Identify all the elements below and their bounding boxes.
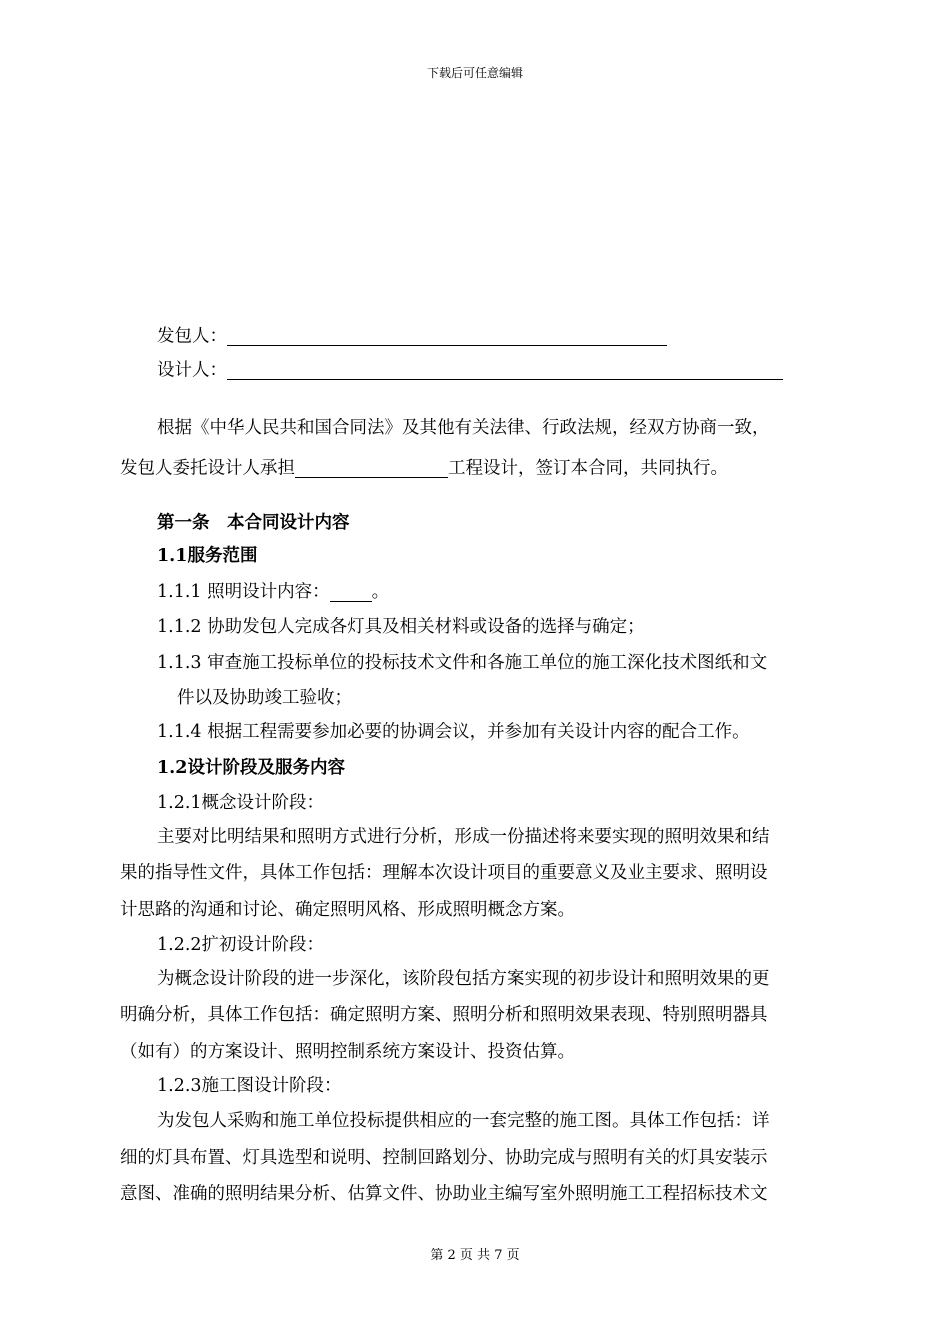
lighting-content-blank bbox=[330, 585, 372, 602]
item-1-1-2: 1.1.2 协助发包人完成各灯具及相关材料或设备的选择与确定； bbox=[157, 617, 645, 637]
item-1-1-3-line-1: 1.1.3 审查施工投标单位的投标技术文件和各施工单位的施工深化技术图纸和文 bbox=[157, 653, 768, 673]
para-1-2-3-line-3: 意图、准确的照明结果分析、估算文件、协助业主编写室外照明施工工程招标技术文 bbox=[120, 1184, 768, 1204]
item-1-1-1 bbox=[157, 584, 389, 602]
page-header: 下载后可任意编辑 bbox=[426, 66, 523, 80]
para-1-2-1-line-3: 计思路的沟通和讨论、确定照明风格、形成照明概念方案。 bbox=[120, 900, 575, 920]
designer-blank bbox=[227, 361, 783, 380]
intro-text-b: 工程设计，签订本合同，共同执行。 bbox=[448, 458, 728, 479]
client-blank bbox=[227, 327, 667, 346]
page-footer: 第 2 页 共 7 页 bbox=[430, 1248, 520, 1263]
item-1-1-1-text: 1.1.1 照明设计内容： bbox=[157, 582, 330, 602]
client-line bbox=[157, 327, 667, 346]
article-1-title: 第一条 本合同设计内容 bbox=[157, 513, 350, 533]
para-1-2-1-line-2: 果的指导性文件，具体工作包括：理解本次设计项目的重要意义及业主要求、照明设 bbox=[120, 863, 768, 883]
designer-label: 设计人： bbox=[157, 360, 227, 381]
para-1-2-2-line-1: 为概念设计阶段的进一步深化，该阶段包括方案实现的初步设计和照明效果的更 bbox=[157, 969, 770, 989]
para-1-2-2-line-3: （如有）的方案设计、照明控制系统方案设计、投资估算。 bbox=[120, 1042, 575, 1062]
item-1-1-4: 1.1.4 根据工程需要参加必要的协调会议，并参加有关设计内容的配合工作。 bbox=[157, 722, 750, 742]
para-1-2-3-line-2: 细的灯具布置、灯具选型和说明、控制回路划分、协助完成与照明有关的灯具安装示 bbox=[120, 1148, 768, 1168]
item-1-2-1: 1.2.1概念设计阶段： bbox=[157, 793, 325, 813]
item-1-2-3: 1.2.3施工图设计阶段： bbox=[157, 1076, 342, 1096]
item-1-2-2: 1.2.2扩初设计阶段： bbox=[157, 935, 325, 955]
intro-line-2 bbox=[120, 459, 728, 478]
item-1-1-3-line-2: 件以及协助竣工验收； bbox=[177, 688, 352, 708]
para-1-2-3-line-1: 为发包人采购和施工单位投标提供相应的一套完整的施工图。具体工作包括：详 bbox=[157, 1111, 770, 1131]
intro-text-a: 发包人委托设计人承担 bbox=[120, 458, 295, 479]
section-1-1-title: 1.1服务范围 bbox=[157, 546, 258, 566]
para-1-2-2-line-2: 明确分析，具体工作包括：确定照明方案、照明分析和照明效果表现、特别照明器具 bbox=[120, 1005, 768, 1025]
project-name-blank bbox=[295, 459, 448, 478]
designer-line bbox=[157, 361, 783, 380]
para-1-2-1-line-1: 主要对比明结果和照明方式进行分析，形成一份描述将来要实现的照明效果和结 bbox=[157, 827, 770, 847]
section-1-2-title: 1.2设计阶段及服务内容 bbox=[157, 758, 345, 778]
intro-line-1: 根据《中华人民共和国合同法》及其他有关法律、行政法规，经双方协商一致， bbox=[157, 418, 770, 438]
item-1-1-1-end: 。 bbox=[371, 582, 390, 602]
client-label: 发包人： bbox=[157, 326, 227, 347]
